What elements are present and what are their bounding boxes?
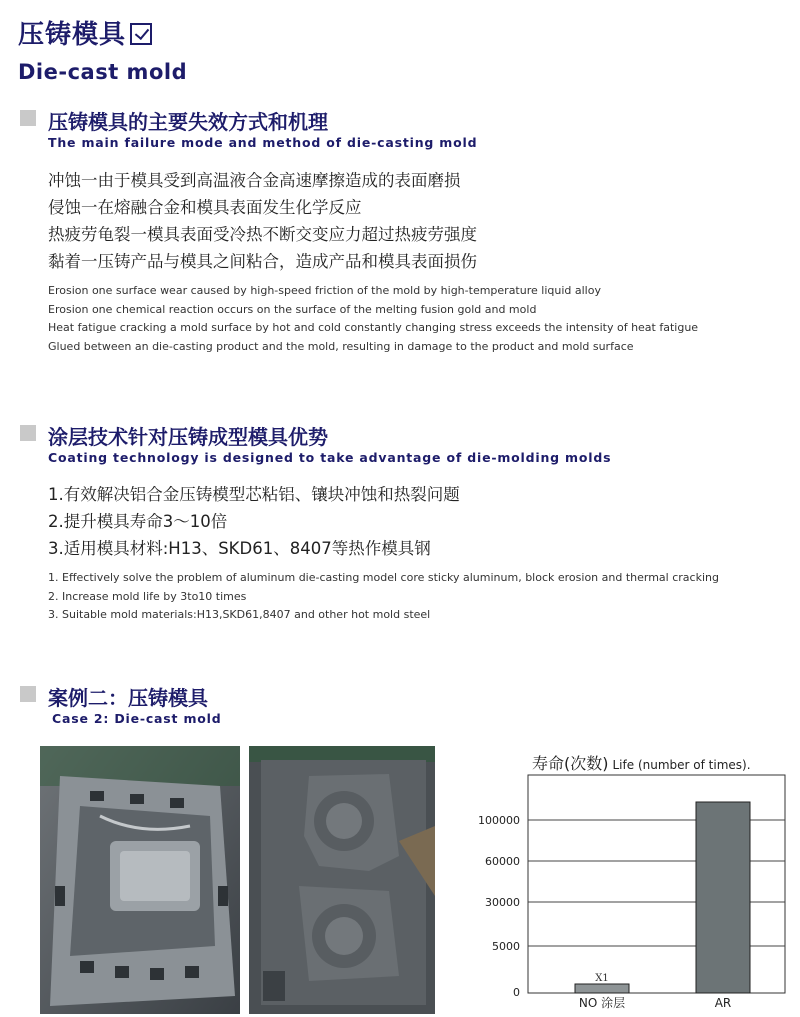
list-item: 冲蚀一由于模具受到高温液合金高速摩擦造成的表面磨损: [48, 171, 461, 190]
bar-data-label: X1: [595, 973, 609, 984]
section1-heading-en: The main failure mode and method of die-casting mold: [48, 135, 478, 150]
section-bullet-icon: [20, 686, 36, 702]
tick-label: 100000: [478, 814, 520, 827]
list-item: Glued between an die-casting product and the mold, resulting in damage to the product and mold surface: [48, 339, 634, 353]
section3-heading-cn: 案例二：压铸模具: [48, 686, 208, 710]
tick-label: 60000: [485, 855, 520, 868]
list-item: 2.提升模具寿命3～10倍: [48, 512, 228, 531]
chart-subtitle: Life (number of times).: [612, 758, 751, 772]
section3-heading-en: Case 2: Die-cast mold: [52, 711, 222, 726]
tick-label: 30000: [485, 896, 520, 909]
tick-label: 0: [513, 986, 520, 999]
chart-svg: [470, 745, 790, 1015]
checkbox-icon: [130, 23, 152, 45]
section2-en-list: [48, 569, 719, 625]
section1-cn-list: [48, 167, 477, 275]
list-item: 1. Effectively solve the problem of aluminum die-casting model core sticky aluminum, block erosion and thermal cracking: [48, 571, 719, 584]
section-bullet-icon: [20, 425, 36, 441]
list-item: 3.适用模具材料:H13、SKD61、8407等热作模具钢: [48, 539, 431, 558]
list-item: 黏着一压铸产品与模具之间粘合，造成产品和模具表面损伤: [48, 252, 477, 271]
section2-heading-en: Coating technology is designed to take advantage of die-molding molds: [48, 450, 612, 465]
section1-en-list: [48, 282, 698, 356]
list-item: 1.有效解决铝合金压铸模型芯粘铝、镶块冲蚀和热裂问题: [48, 485, 460, 504]
mold-photo-1: [40, 746, 240, 1014]
category-label: AR: [714, 996, 732, 1010]
list-item: Heat fatigue cracking a mold surface by hot and cold constantly changing stress exceeds the intensity of heat fatigue: [48, 321, 699, 334]
list-item: Erosion one surface wear caused by high-speed friction of the mold by high-temperature liquid alloy: [48, 284, 601, 297]
section2-heading-cn: 涂层技术针对压铸成型模具优势: [48, 425, 328, 449]
section1-heading-cn: 压铸模具的主要失效方式和机理: [48, 110, 328, 134]
mold-photo-1-graphic: [40, 746, 240, 1014]
title-cn-text: 压铸模具: [18, 20, 127, 50]
list-item: 3. Suitable mold materials:H13,SKD61,8407 and other hot mold steel: [48, 608, 431, 621]
list-item: 侵蚀一在熔融合金和模具表面发生化学反应: [48, 198, 362, 217]
tick-label: 5000: [492, 940, 520, 953]
life-chart: [470, 745, 790, 1015]
page-title-cn: [18, 14, 152, 51]
bar: [696, 802, 750, 993]
section-bullet-icon: [20, 110, 36, 126]
list-item: 2. Increase mold life by 3to10 times: [48, 589, 247, 603]
mold-photo-2-graphic: [249, 746, 435, 1014]
list-item: Erosion one chemical reaction occurs on the surface of the melting fusion gold and mold: [48, 302, 537, 316]
mold-photo-2: [249, 746, 435, 1014]
list-item: 热疲劳龟裂一模具表面受冷热不断交变应力超过热疲劳强度: [48, 225, 477, 244]
category-label: NO 涂层: [578, 996, 626, 1010]
section2-cn-list: [48, 481, 460, 562]
page-title-en: Die-cast mold: [18, 60, 188, 84]
bar: [575, 984, 629, 993]
chart-title-cn: 寿命(次数): [532, 754, 609, 773]
